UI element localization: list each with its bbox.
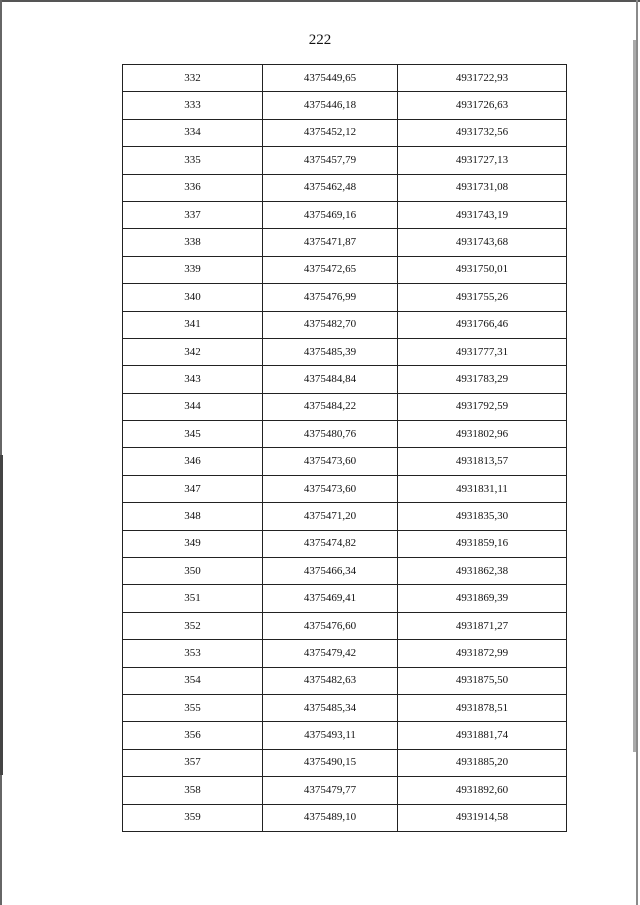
x-coordinate-cell: 4375472,65 bbox=[263, 256, 398, 283]
table-row bbox=[123, 448, 567, 475]
x-coordinate-cell: 4375493,11 bbox=[263, 722, 398, 749]
y-coordinate-cell: 4931859,16 bbox=[398, 530, 567, 557]
y-coordinate-cell: 4931869,39 bbox=[398, 585, 567, 612]
point-number-cell: 351 bbox=[123, 585, 263, 612]
y-coordinate-cell: 4931885,20 bbox=[398, 749, 567, 776]
point-number-cell: 336 bbox=[123, 174, 263, 201]
coordinates-table bbox=[122, 64, 567, 832]
y-coordinate-cell: 4931875,50 bbox=[398, 667, 567, 694]
table-row bbox=[123, 393, 567, 420]
table-row bbox=[123, 65, 567, 92]
point-number-cell: 335 bbox=[123, 147, 263, 174]
page-number: 222 bbox=[308, 32, 332, 48]
x-coordinate-cell: 4375471,20 bbox=[263, 503, 398, 530]
y-coordinate-cell: 4931750,01 bbox=[398, 256, 567, 283]
x-coordinate-cell: 4375485,39 bbox=[263, 338, 398, 365]
table-row bbox=[123, 640, 567, 667]
point-number-cell: 345 bbox=[123, 421, 263, 448]
table-row bbox=[123, 777, 567, 804]
point-number-cell: 355 bbox=[123, 694, 263, 721]
x-coordinate-cell: 4375479,42 bbox=[263, 640, 398, 667]
table-row bbox=[123, 804, 567, 831]
y-coordinate-cell: 4931783,29 bbox=[398, 366, 567, 393]
point-number-cell: 346 bbox=[123, 448, 263, 475]
table-row bbox=[123, 92, 567, 119]
point-number-cell: 357 bbox=[123, 749, 263, 776]
x-coordinate-cell: 4375469,16 bbox=[263, 201, 398, 228]
y-coordinate-cell: 4931871,27 bbox=[398, 612, 567, 639]
table-row bbox=[123, 694, 567, 721]
y-coordinate-cell: 4931726,63 bbox=[398, 92, 567, 119]
point-number-cell: 353 bbox=[123, 640, 263, 667]
table-row bbox=[123, 256, 567, 283]
point-number-cell: 354 bbox=[123, 667, 263, 694]
y-coordinate-cell: 4931777,31 bbox=[398, 338, 567, 365]
point-number-cell: 332 bbox=[123, 65, 263, 92]
table-row bbox=[123, 667, 567, 694]
x-coordinate-cell: 4375476,60 bbox=[263, 612, 398, 639]
table-row bbox=[123, 503, 567, 530]
table-row bbox=[123, 585, 567, 612]
y-coordinate-cell: 4931732,56 bbox=[398, 119, 567, 146]
table-row bbox=[123, 749, 567, 776]
coordinates-table-body bbox=[123, 65, 567, 832]
point-number-cell: 347 bbox=[123, 475, 263, 502]
y-coordinate-cell: 4931743,68 bbox=[398, 229, 567, 256]
y-coordinate-cell: 4931722,93 bbox=[398, 65, 567, 92]
point-number-cell: 334 bbox=[123, 119, 263, 146]
x-coordinate-cell: 4375479,77 bbox=[263, 777, 398, 804]
point-number-cell: 358 bbox=[123, 777, 263, 804]
point-number-cell: 349 bbox=[123, 530, 263, 557]
x-coordinate-cell: 4375474,82 bbox=[263, 530, 398, 557]
y-coordinate-cell: 4931731,08 bbox=[398, 174, 567, 201]
x-coordinate-cell: 4375473,60 bbox=[263, 475, 398, 502]
x-coordinate-cell: 4375446,18 bbox=[263, 92, 398, 119]
point-number-cell: 333 bbox=[123, 92, 263, 119]
x-coordinate-cell: 4375462,48 bbox=[263, 174, 398, 201]
x-coordinate-cell: 4375476,99 bbox=[263, 284, 398, 311]
x-coordinate-cell: 4375452,12 bbox=[263, 119, 398, 146]
scan-right-edge bbox=[636, 0, 638, 905]
point-number-cell: 338 bbox=[123, 229, 263, 256]
table-row bbox=[123, 174, 567, 201]
point-number-cell: 350 bbox=[123, 558, 263, 585]
point-number-cell: 341 bbox=[123, 311, 263, 338]
x-coordinate-cell: 4375457,79 bbox=[263, 147, 398, 174]
x-coordinate-cell: 4375482,63 bbox=[263, 667, 398, 694]
scan-top-edge bbox=[0, 0, 640, 2]
y-coordinate-cell: 4931802,96 bbox=[398, 421, 567, 448]
point-number-cell: 339 bbox=[123, 256, 263, 283]
table-row bbox=[123, 284, 567, 311]
x-coordinate-cell: 4375489,10 bbox=[263, 804, 398, 831]
table-row bbox=[123, 558, 567, 585]
table-row bbox=[123, 119, 567, 146]
y-coordinate-cell: 4931835,30 bbox=[398, 503, 567, 530]
y-coordinate-cell: 4931862,38 bbox=[398, 558, 567, 585]
x-coordinate-cell: 4375449,65 bbox=[263, 65, 398, 92]
point-number-cell: 343 bbox=[123, 366, 263, 393]
x-coordinate-cell: 4375473,60 bbox=[263, 448, 398, 475]
x-coordinate-cell: 4375482,70 bbox=[263, 311, 398, 338]
y-coordinate-cell: 4931766,46 bbox=[398, 311, 567, 338]
point-number-cell: 359 bbox=[123, 804, 263, 831]
point-number-cell: 348 bbox=[123, 503, 263, 530]
y-coordinate-cell: 4931727,13 bbox=[398, 147, 567, 174]
y-coordinate-cell: 4931831,11 bbox=[398, 475, 567, 502]
x-coordinate-cell: 4375480,76 bbox=[263, 421, 398, 448]
table-row bbox=[123, 421, 567, 448]
x-coordinate-cell: 4375484,84 bbox=[263, 366, 398, 393]
y-coordinate-cell: 4931813,57 bbox=[398, 448, 567, 475]
table-row bbox=[123, 229, 567, 256]
table-row bbox=[123, 366, 567, 393]
table-row bbox=[123, 201, 567, 228]
table-row bbox=[123, 311, 567, 338]
y-coordinate-cell: 4931872,99 bbox=[398, 640, 567, 667]
table-row bbox=[123, 475, 567, 502]
scan-right-shadow bbox=[633, 40, 636, 752]
point-number-cell: 340 bbox=[123, 284, 263, 311]
x-coordinate-cell: 4375485,34 bbox=[263, 694, 398, 721]
table-row bbox=[123, 530, 567, 557]
point-number-cell: 356 bbox=[123, 722, 263, 749]
y-coordinate-cell: 4931755,26 bbox=[398, 284, 567, 311]
x-coordinate-cell: 4375466,34 bbox=[263, 558, 398, 585]
point-number-cell: 352 bbox=[123, 612, 263, 639]
y-coordinate-cell: 4931892,60 bbox=[398, 777, 567, 804]
y-coordinate-cell: 4931881,74 bbox=[398, 722, 567, 749]
x-coordinate-cell: 4375490,15 bbox=[263, 749, 398, 776]
table-row bbox=[123, 612, 567, 639]
y-coordinate-cell: 4931743,19 bbox=[398, 201, 567, 228]
x-coordinate-cell: 4375484,22 bbox=[263, 393, 398, 420]
table-row bbox=[123, 147, 567, 174]
table-row bbox=[123, 338, 567, 365]
point-number-cell: 344 bbox=[123, 393, 263, 420]
x-coordinate-cell: 4375471,87 bbox=[263, 229, 398, 256]
table-row bbox=[123, 722, 567, 749]
y-coordinate-cell: 4931914,58 bbox=[398, 804, 567, 831]
point-number-cell: 337 bbox=[123, 201, 263, 228]
y-coordinate-cell: 4931878,51 bbox=[398, 694, 567, 721]
x-coordinate-cell: 4375469,41 bbox=[263, 585, 398, 612]
scan-left-shadow bbox=[0, 455, 3, 775]
y-coordinate-cell: 4931792,59 bbox=[398, 393, 567, 420]
point-number-cell: 342 bbox=[123, 338, 263, 365]
